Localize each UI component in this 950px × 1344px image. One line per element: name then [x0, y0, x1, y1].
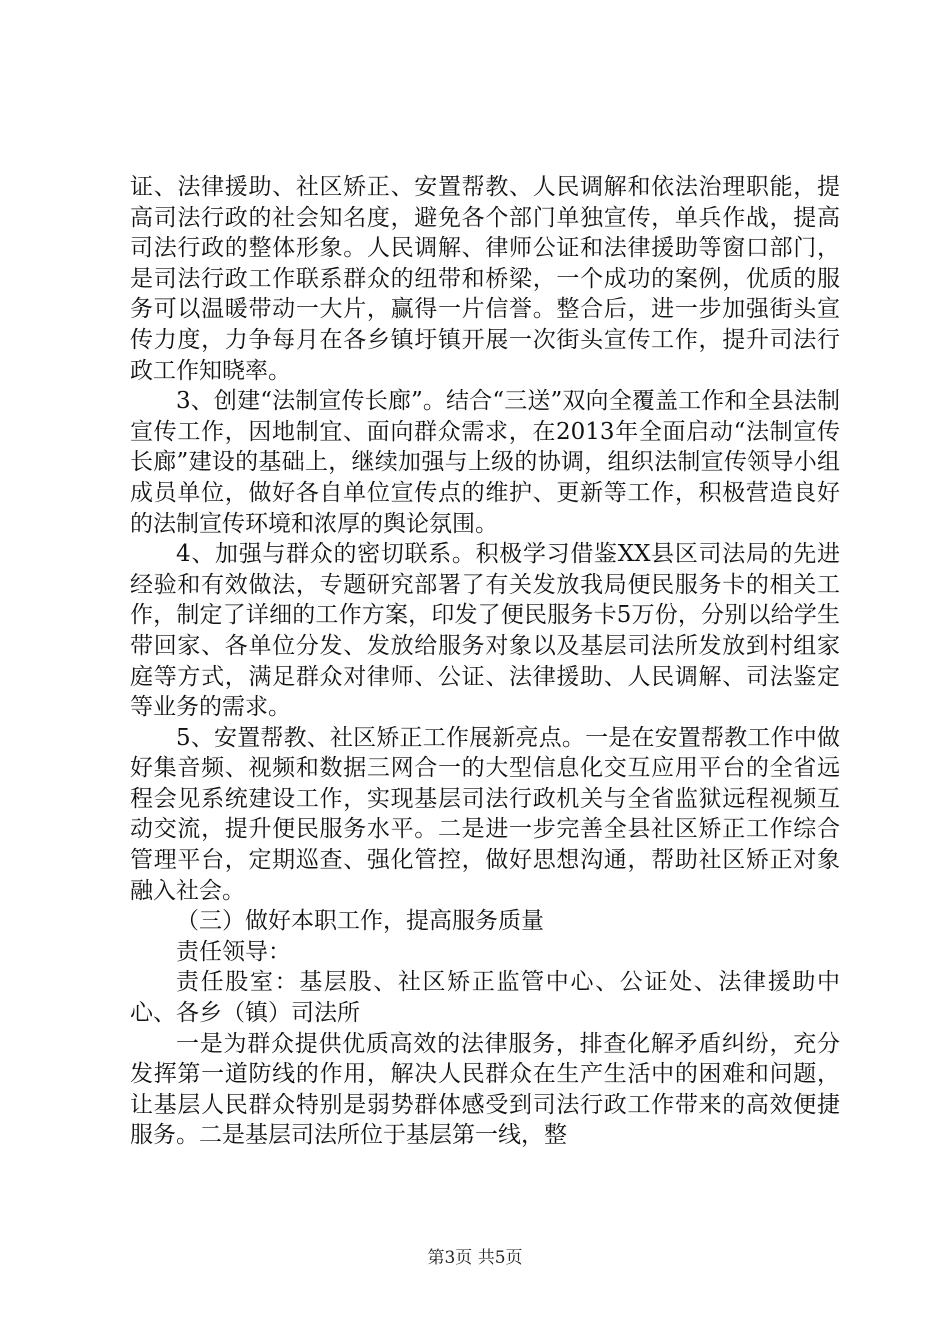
- paragraph-continued: 证、法律援助、社区矫正、安置帮教、人民调解和依法治理职能，提高司法行政的社会知名度，避免各个部门单独宣传，单兵作战，提高司法行政的整体形象。人民调解、律师公证和法律援助等窗口部门，是司法行政工作联系群众的纽带和桥梁，一个成功的案例，优质的服务可以温暖带动一大片，赢得一片信誉。整合后，进一步加强街头宣传力度，力争每月在各乡镇圩镇开展一次街头宣传工作，提升司法行政工作知晓率。: [130, 174, 840, 384]
- section-heading: （三）做好本职工作，提高服务质量: [176, 908, 544, 935]
- paragraph-item-4: 4、加强与群众的密切联系。积极学习借鉴XX县区司法局的先进经验和有效做法，专题研究部署了有关发放我局便民服务卡的相关工作，制定了详细的工作方案，印发了便民服务卡5万份，分别以给学生带回家、各单位分发、发放给服务对象以及基层司法所发放到村组家庭等方式，满足群众对律师、公证、法律援助、人民调解、司法鉴定等业务的需求。: [130, 541, 840, 721]
- paragraph-services: 一是为群众提供优质高效的法律服务，排查化解矛盾纠纷，充分发挥第一道防线的作用，解决人民群众在生产生活中的困难和问题，让基层人民群众特别是弱势群体感受到司法行政工作带来的高效便捷服务。二是基层司法所位于基层第一线，整: [130, 1030, 840, 1149]
- paragraph-item-3: 3、创建“法制宣传长廊”。结合“三送”双向全覆盖工作和全县法制宣传工作，因地制宜、面向群众需求，在2013年全面启动“法制宣传长廊”建设的基础上，继续加强与上级的协调，组织法制宣传领导小组成员单位，做好各自单位宣传点的维护、更新等工作，积极营造良好的法制宣传环境和浓厚的舆论氛围。: [130, 388, 840, 537]
- responsible-leader: 责任领导：: [176, 938, 291, 965]
- responsible-offices: 责任股室：基层股、社区矫正监管中心、公证处、法律援助中心、各乡（镇）司法所: [130, 969, 840, 1027]
- paragraph-item-5: 5、安置帮教、社区矫正工作展新亮点。一是在安置帮教工作中做好集音频、视频和数据三网合一的大型信息化交互应用平台的全省远程会见系统建设工作，实现基层司法行政机关与全省监狱远程视频互动交流，提升便民服务水平。二是进一步完善全县社区矫正工作综合管理平台，定期巡查、强化管控，做好思想沟通，帮助社区矫正对象融入社会。: [130, 724, 840, 904]
- page-number: 第3页 共5页: [427, 1248, 523, 1268]
- document-body: [130, 172, 840, 1151]
